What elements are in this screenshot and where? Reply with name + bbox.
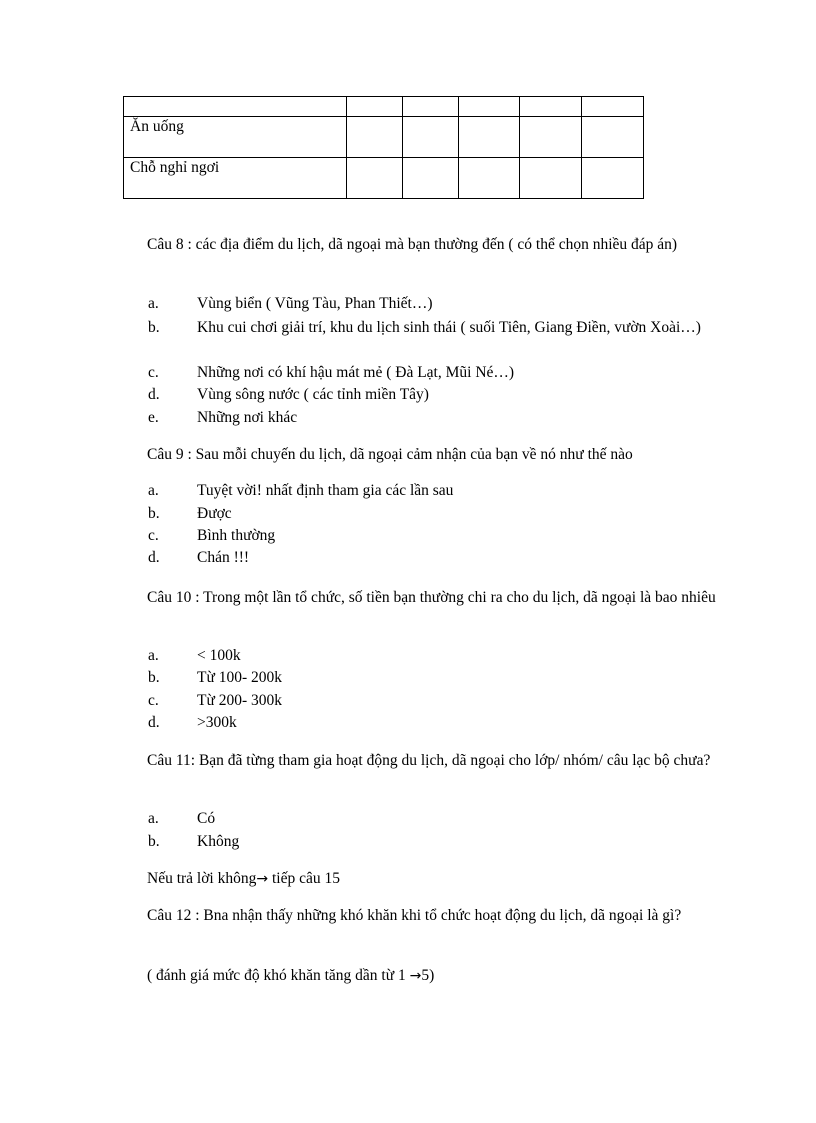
question-11: Câu 11: Bạn đã từng tham gia hoạt động du lịch, dã ngoại cho lớp/ nhóm/ câu lạc bộ chưa? [147,752,711,769]
option-item: a. Vùng biển ( Vũng Tàu, Phan Thiết…) [148,295,433,312]
option-item: d. Chán !!! [148,549,250,566]
table-row [124,117,644,158]
option-item: b. Khu cui chơi giải trí, khu du lịch sinh thái ( suối Tiên, Giang Điền, vườn Xoài…) [148,319,701,336]
option-item: a. Tuyệt vời! nhất định tham gia các lần sau [148,482,454,499]
option-item: a. Có [148,810,216,827]
table-row [124,158,644,199]
option-item: d. >300k [148,714,237,731]
rating-instruction: ( đánh giá mức độ khó khăn tăng dần từ 1 →5) [147,967,435,984]
question-10: Câu 10 : Trong một lần tổ chức, số tiền bạn thường chi ra cho du lịch, dã ngoại là bao nhiêu [147,589,716,606]
option-item: a. < 100k [148,647,241,664]
question-8: Câu 8 : các địa điểm du lịch, dã ngoại mà bạn thường đến ( có thể chọn nhiều đáp án) [147,236,678,253]
skip-instruction: Nếu trả lời không→ tiếp câu 15 [147,870,340,887]
option-item: c. Những nơi có khí hậu mát mẻ ( Đà Lạt, Mũi Né…) [148,364,515,381]
option-item: e. Những nơi khác [148,409,298,426]
option-item: b. Từ 100- 200k [148,669,283,686]
question-12: Câu 12 : Bna nhận thấy những khó khăn khi tổ chức hoạt động du lịch, dã ngoại là gì? [147,907,682,924]
table-row-label: Ăn uống [124,117,347,158]
table-row-label: Chỗ nghỉ ngơi [124,158,347,199]
option-item: b. Không [148,833,240,850]
table-header-row [124,97,644,117]
arrow-right-icon: → [409,968,422,984]
option-item: c. Bình thường [148,527,276,544]
option-item: d. Vùng sông nước ( các tỉnh miền Tây) [148,386,429,403]
option-item: b. Được [148,505,232,522]
arrow-right-icon: → [256,871,269,887]
rating-table [123,96,644,199]
option-item: c. Từ 200- 300k [148,692,283,709]
question-9: Câu 9 : Sau mỗi chuyến du lịch, dã ngoại cảm nhận của bạn về nó như thế nào [147,446,633,463]
